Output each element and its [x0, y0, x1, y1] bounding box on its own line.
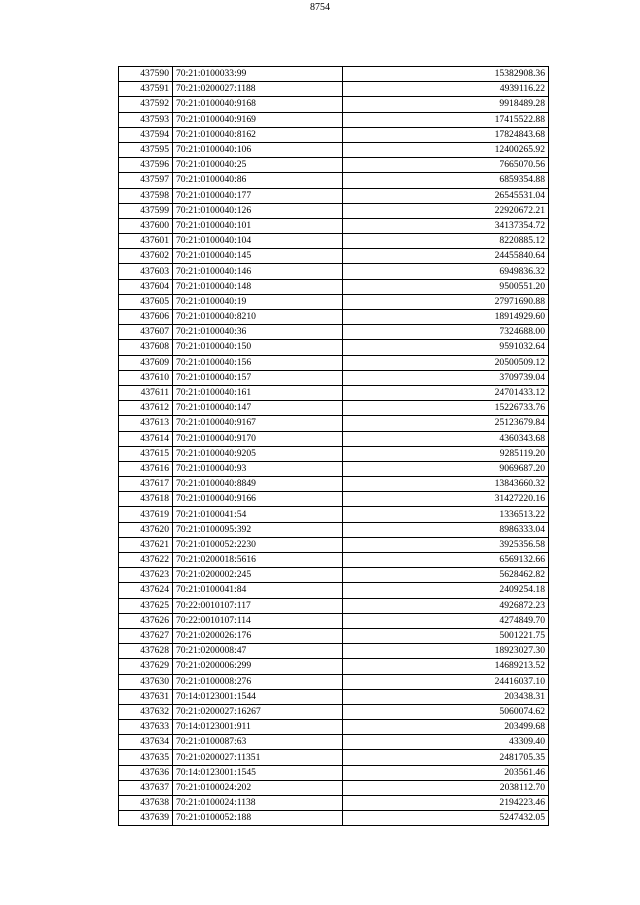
- table-row: [119, 659, 549, 674]
- cadastral-number-cell: 70:21:0100040:8162: [173, 127, 343, 142]
- row-number-cell: 437633: [119, 720, 173, 735]
- cadastral-number-cell: 70:21:0100040:146: [173, 264, 343, 279]
- value-cell: 12400265.92: [343, 142, 549, 157]
- table-row: [119, 370, 549, 385]
- value-cell: 7324688.00: [343, 325, 549, 340]
- cadastral-number-cell: 70:21:0100041:84: [173, 583, 343, 598]
- cadastral-number-cell: 70:21:0100040:36: [173, 325, 343, 340]
- value-cell: 9285119.20: [343, 446, 549, 461]
- cadastral-number-cell: 70:21:0100040:86: [173, 173, 343, 188]
- cadastral-number-cell: 70:21:0200026:176: [173, 628, 343, 643]
- table-row: [119, 644, 549, 659]
- value-cell: 3925356.58: [343, 537, 549, 552]
- cadastral-number-cell: 70:21:0200006:299: [173, 659, 343, 674]
- cadastral-number-cell: 70:21:0100041:54: [173, 507, 343, 522]
- value-cell: 6569132.66: [343, 553, 549, 568]
- value-cell: 9591032.64: [343, 340, 549, 355]
- cadastral-number-cell: 70:14:0123001:1545: [173, 765, 343, 780]
- value-cell: 7665070.56: [343, 158, 549, 173]
- row-number-cell: 437599: [119, 203, 173, 218]
- cadastral-number-cell: 70:21:0100040:93: [173, 461, 343, 476]
- row-number-cell: 437626: [119, 613, 173, 628]
- table-row: [119, 234, 549, 249]
- row-number-cell: 437601: [119, 234, 173, 249]
- cadastral-number-cell: 70:22:0010107:117: [173, 598, 343, 613]
- table-row: [119, 203, 549, 218]
- table-body: [119, 67, 549, 826]
- cadastral-number-cell: 70:21:0100040:126: [173, 203, 343, 218]
- row-number-cell: 437611: [119, 385, 173, 400]
- cadastral-number-cell: 70:21:0100040:9167: [173, 416, 343, 431]
- table-row: [119, 780, 549, 795]
- row-number-cell: 437610: [119, 370, 173, 385]
- cadastral-number-cell: 70:21:0100052:188: [173, 811, 343, 826]
- value-cell: 34137354.72: [343, 218, 549, 233]
- row-number-cell: 437596: [119, 158, 173, 173]
- cadastral-number-cell: 70:21:0100033:99: [173, 67, 343, 82]
- table-row: [119, 704, 549, 719]
- table-row: [119, 401, 549, 416]
- value-cell: 4939116.22: [343, 82, 549, 97]
- value-cell: 17824843.68: [343, 127, 549, 142]
- row-number-cell: 437620: [119, 522, 173, 537]
- row-number-cell: 437612: [119, 401, 173, 416]
- value-cell: 5060074.62: [343, 704, 549, 719]
- value-cell: 2409254.18: [343, 583, 549, 598]
- value-cell: 13843660.32: [343, 477, 549, 492]
- value-cell: 203499.68: [343, 720, 549, 735]
- value-cell: 5001221.75: [343, 628, 549, 643]
- cadastral-number-cell: 70:21:0200027:11351: [173, 750, 343, 765]
- table-row: [119, 431, 549, 446]
- cadastral-number-cell: 70:21:0100040:150: [173, 340, 343, 355]
- row-number-cell: 437632: [119, 704, 173, 719]
- value-cell: 1336513.22: [343, 507, 549, 522]
- cadastral-number-cell: 70:21:0100040:9168: [173, 97, 343, 112]
- value-cell: 9500551.20: [343, 279, 549, 294]
- value-cell: 8986333.04: [343, 522, 549, 537]
- table-row: [119, 598, 549, 613]
- row-number-cell: 437606: [119, 310, 173, 325]
- cadastral-number-cell: 70:21:0100008:276: [173, 674, 343, 689]
- row-number-cell: 437630: [119, 674, 173, 689]
- value-cell: 24701433.12: [343, 385, 549, 400]
- row-number-cell: 437618: [119, 492, 173, 507]
- cadastral-value-table: [118, 66, 549, 826]
- cadastral-number-cell: 70:21:0100040:145: [173, 249, 343, 264]
- row-number-cell: 437600: [119, 218, 173, 233]
- cadastral-number-cell: 70:21:0100040:19: [173, 294, 343, 309]
- table-row: [119, 82, 549, 97]
- cadastral-number-cell: 70:21:0100040:148: [173, 279, 343, 294]
- row-number-cell: 437624: [119, 583, 173, 598]
- table-row: [119, 142, 549, 157]
- row-number-cell: 437609: [119, 355, 173, 370]
- cadastral-number-cell: 70:21:0100095:392: [173, 522, 343, 537]
- cadastral-number-cell: 70:21:0100040:161: [173, 385, 343, 400]
- value-cell: 25123679.84: [343, 416, 549, 431]
- value-cell: 18923027.30: [343, 644, 549, 659]
- value-cell: 5628462.82: [343, 568, 549, 583]
- value-cell: 6949836.32: [343, 264, 549, 279]
- value-cell: 203438.31: [343, 689, 549, 704]
- table-row: [119, 249, 549, 264]
- table-row: [119, 477, 549, 492]
- row-number-cell: 437614: [119, 431, 173, 446]
- table-row: [119, 461, 549, 476]
- cadastral-number-cell: 70:14:0123001:911: [173, 720, 343, 735]
- value-cell: 2038112.70: [343, 780, 549, 795]
- row-number-cell: 437594: [119, 127, 173, 142]
- value-cell: 4274849.70: [343, 613, 549, 628]
- table-row: [119, 385, 549, 400]
- row-number-cell: 437627: [119, 628, 173, 643]
- value-cell: 15226733.76: [343, 401, 549, 416]
- cadastral-number-cell: 70:22:0010107:114: [173, 613, 343, 628]
- table-row: [119, 537, 549, 552]
- row-number-cell: 437621: [119, 537, 173, 552]
- table-row: [119, 796, 549, 811]
- cadastral-number-cell: 70:21:0100040:9170: [173, 431, 343, 446]
- table-row: [119, 446, 549, 461]
- cadastral-number-cell: 70:21:0100040:156: [173, 355, 343, 370]
- table-row: [119, 507, 549, 522]
- cadastral-number-cell: 70:21:0200002:245: [173, 568, 343, 583]
- row-number-cell: 437590: [119, 67, 173, 82]
- value-cell: 3709739.04: [343, 370, 549, 385]
- value-cell: 6859354.88: [343, 173, 549, 188]
- table-row: [119, 112, 549, 127]
- table-row: [119, 583, 549, 598]
- value-cell: 15382908.36: [343, 67, 549, 82]
- cadastral-number-cell: 70:21:0100087:63: [173, 735, 343, 750]
- table-row: [119, 628, 549, 643]
- cadastral-number-cell: 70:21:0100040:9205: [173, 446, 343, 461]
- row-number-cell: 437592: [119, 97, 173, 112]
- value-cell: 9918489.28: [343, 97, 549, 112]
- row-number-cell: 437628: [119, 644, 173, 659]
- value-cell: 43309.40: [343, 735, 549, 750]
- table-row: [119, 97, 549, 112]
- table-row: [119, 416, 549, 431]
- row-number-cell: 437629: [119, 659, 173, 674]
- table-row: [119, 218, 549, 233]
- value-cell: 5247432.05: [343, 811, 549, 826]
- cadastral-number-cell: 70:21:0100024:1138: [173, 796, 343, 811]
- table-row: [119, 522, 549, 537]
- cadastral-number-cell: 70:21:0100040:101: [173, 218, 343, 233]
- value-cell: 24416037.10: [343, 674, 549, 689]
- cadastral-number-cell: 70:21:0200027:1188: [173, 82, 343, 97]
- cadastral-number-cell: 70:21:0100040:8210: [173, 310, 343, 325]
- row-number-cell: 437602: [119, 249, 173, 264]
- cadastral-number-cell: 70:21:0100040:157: [173, 370, 343, 385]
- table-row: [119, 158, 549, 173]
- row-number-cell: 437597: [119, 173, 173, 188]
- row-number-cell: 437631: [119, 689, 173, 704]
- row-number-cell: 437615: [119, 446, 173, 461]
- table-row: [119, 173, 549, 188]
- value-cell: 27971690.88: [343, 294, 549, 309]
- value-cell: 4360343.68: [343, 431, 549, 446]
- table-row: [119, 720, 549, 735]
- row-number-cell: 437619: [119, 507, 173, 522]
- table-row: [119, 765, 549, 780]
- row-number-cell: 437607: [119, 325, 173, 340]
- table-row: [119, 67, 549, 82]
- cadastral-number-cell: 70:21:0100052:2230: [173, 537, 343, 552]
- row-number-cell: 437608: [119, 340, 173, 355]
- cadastral-number-cell: 70:21:0200018:5616: [173, 553, 343, 568]
- cadastral-number-cell: 70:21:0100040:147: [173, 401, 343, 416]
- value-cell: 24455840.64: [343, 249, 549, 264]
- row-number-cell: 437593: [119, 112, 173, 127]
- row-number-cell: 437623: [119, 568, 173, 583]
- table-row: [119, 568, 549, 583]
- value-cell: 8220885.12: [343, 234, 549, 249]
- value-cell: 14689213.52: [343, 659, 549, 674]
- value-cell: 203561.46: [343, 765, 549, 780]
- table-row: [119, 750, 549, 765]
- row-number-cell: 437636: [119, 765, 173, 780]
- table-row: [119, 553, 549, 568]
- row-number-cell: 437625: [119, 598, 173, 613]
- row-number-cell: 437622: [119, 553, 173, 568]
- table-row: [119, 294, 549, 309]
- value-cell: 26545531.04: [343, 188, 549, 203]
- value-cell: 31427220.16: [343, 492, 549, 507]
- value-cell: 17415522.88: [343, 112, 549, 127]
- cadastral-number-cell: 70:21:0100040:8849: [173, 477, 343, 492]
- cadastral-number-cell: 70:21:0100040:177: [173, 188, 343, 203]
- table-row: [119, 689, 549, 704]
- row-number-cell: 437595: [119, 142, 173, 157]
- row-number-cell: 437591: [119, 82, 173, 97]
- row-number-cell: 437634: [119, 735, 173, 750]
- row-number-cell: 437616: [119, 461, 173, 476]
- row-number-cell: 437638: [119, 796, 173, 811]
- table-row: [119, 355, 549, 370]
- table-row: [119, 735, 549, 750]
- cadastral-number-cell: 70:21:0100040:25: [173, 158, 343, 173]
- cadastral-number-cell: 70:14:0123001:1544: [173, 689, 343, 704]
- value-cell: 2481705.35: [343, 750, 549, 765]
- row-number-cell: 437635: [119, 750, 173, 765]
- row-number-cell: 437613: [119, 416, 173, 431]
- table-row: [119, 613, 549, 628]
- cadastral-number-cell: 70:21:0200008:47: [173, 644, 343, 659]
- table-row: [119, 188, 549, 203]
- table-row: [119, 340, 549, 355]
- value-cell: 20500509.12: [343, 355, 549, 370]
- row-number-cell: 437637: [119, 780, 173, 795]
- cadastral-number-cell: 70:21:0100040:104: [173, 234, 343, 249]
- table-row: [119, 674, 549, 689]
- value-cell: 4926872.23: [343, 598, 549, 613]
- row-number-cell: 437639: [119, 811, 173, 826]
- cadastral-number-cell: 70:21:0100040:9169: [173, 112, 343, 127]
- cadastral-number-cell: 70:21:0100024:202: [173, 780, 343, 795]
- table-row: [119, 492, 549, 507]
- value-cell: 18914929.60: [343, 310, 549, 325]
- table-row: [119, 310, 549, 325]
- table-row: [119, 127, 549, 142]
- cadastral-number-cell: 70:21:0100040:106: [173, 142, 343, 157]
- value-cell: 2194223.46: [343, 796, 549, 811]
- page-number: 8754: [310, 2, 330, 13]
- value-cell: 9069687.20: [343, 461, 549, 476]
- row-number-cell: 437604: [119, 279, 173, 294]
- row-number-cell: 437598: [119, 188, 173, 203]
- row-number-cell: 437603: [119, 264, 173, 279]
- row-number-cell: 437617: [119, 477, 173, 492]
- table-row: [119, 279, 549, 294]
- table-row: [119, 264, 549, 279]
- value-cell: 22920672.21: [343, 203, 549, 218]
- table-row: [119, 325, 549, 340]
- cadastral-number-cell: 70:21:0100040:9166: [173, 492, 343, 507]
- cadastral-number-cell: 70:21:0200027:16267: [173, 704, 343, 719]
- row-number-cell: 437605: [119, 294, 173, 309]
- table-row: [119, 811, 549, 826]
